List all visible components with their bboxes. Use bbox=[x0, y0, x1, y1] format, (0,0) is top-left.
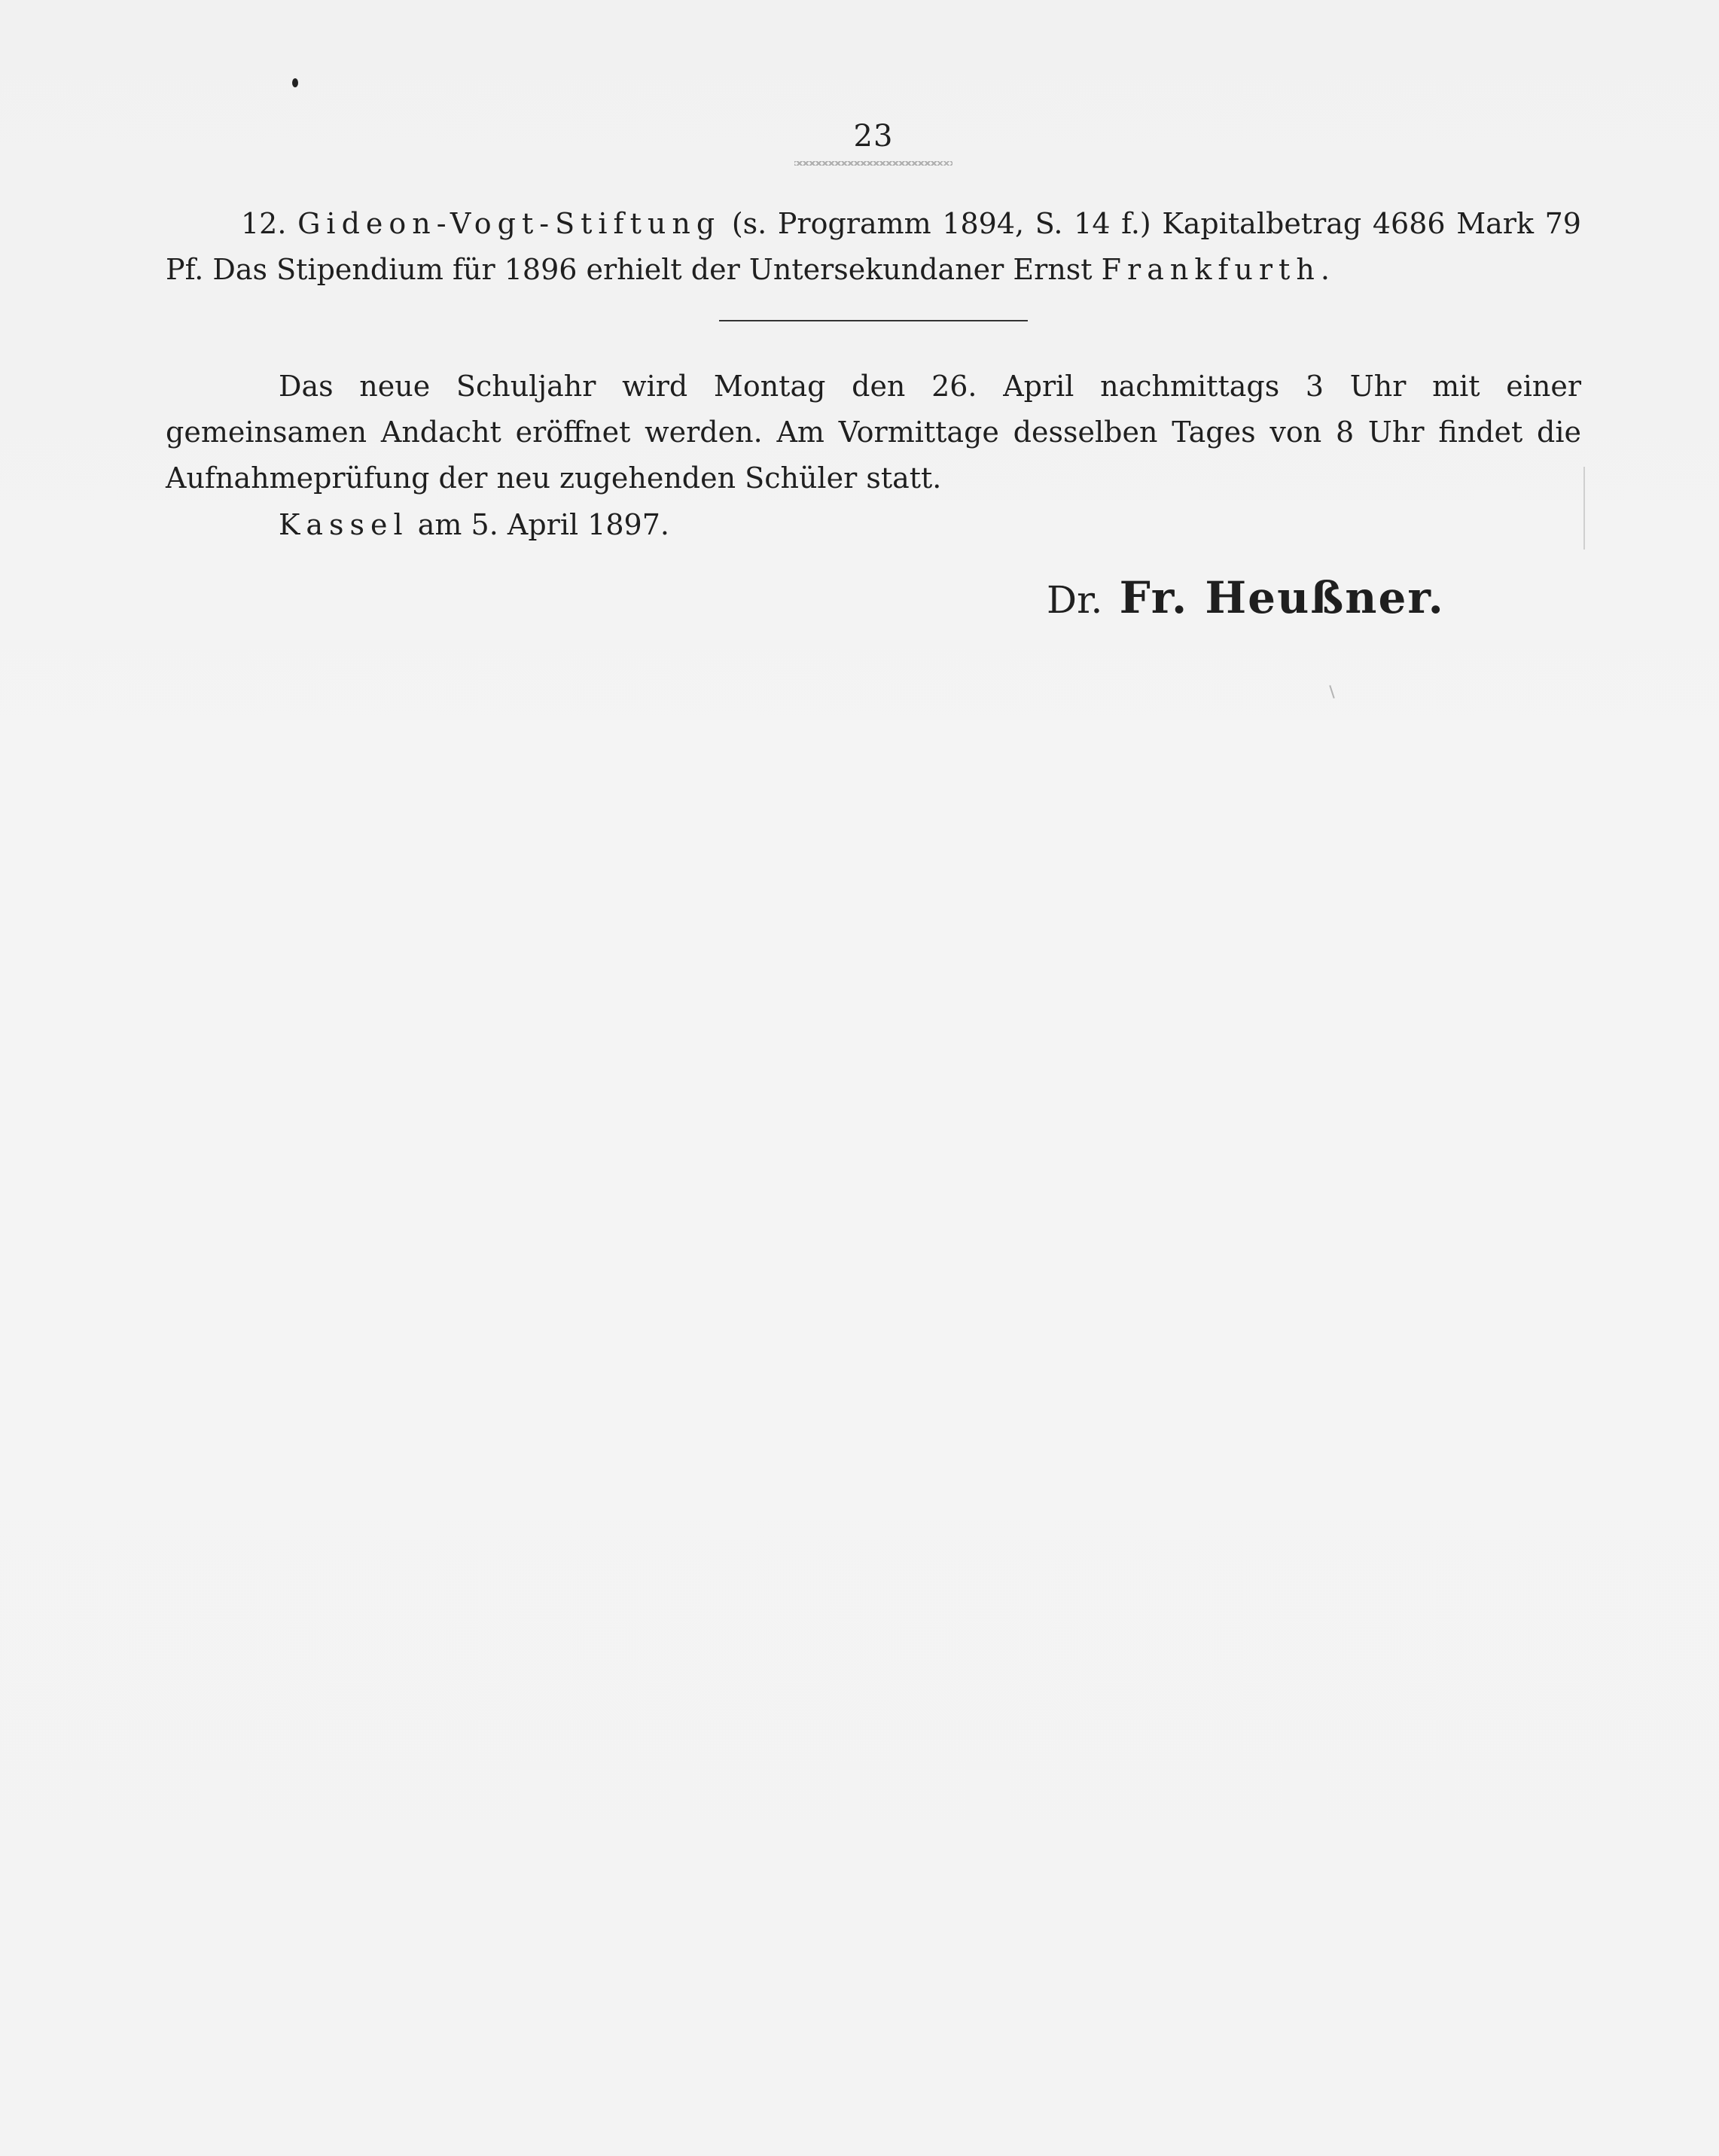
page-number-ornament bbox=[794, 161, 952, 166]
entry-number: 12. bbox=[241, 207, 287, 240]
dateline bbox=[279, 502, 669, 548]
signature bbox=[1047, 572, 1445, 623]
section-divider bbox=[719, 320, 1028, 321]
entry-end: . bbox=[1320, 253, 1330, 286]
foundation-name: Gideon-Vogt-Stiftung bbox=[297, 207, 721, 240]
signature-name: Fr. Heußner. bbox=[1119, 572, 1445, 623]
school-year-announcement: Das neue Schuljahr wird Montag den 26. April nachmittags 3 Uhr mit einer gemeinsamen Andacht eröffnet werden. Am Vormittage desselben Tages von 8 Uhr findet die Aufnahmeprüfung der neu zugehenden Schüler statt. bbox=[166, 370, 1581, 495]
page-number: 23 bbox=[853, 119, 894, 154]
dateline-date: am 5. April 1897. bbox=[417, 508, 669, 541]
foundation-entry bbox=[166, 201, 1581, 293]
scan-mark bbox=[1329, 685, 1334, 699]
scan-line bbox=[1583, 467, 1585, 550]
dateline-place: Kassel bbox=[279, 508, 409, 541]
entry-text: (s. Programm 1894, S. 14 f.) Kapitalbetrag 4686 Mark 79 Pf. Das Stipendium für 1896 erhielt der Untersekundaner Ernst bbox=[166, 207, 1581, 286]
recipient-name: Frankfurth bbox=[1101, 253, 1321, 286]
scan-speck bbox=[292, 78, 298, 87]
signature-title: Dr. bbox=[1047, 578, 1103, 622]
